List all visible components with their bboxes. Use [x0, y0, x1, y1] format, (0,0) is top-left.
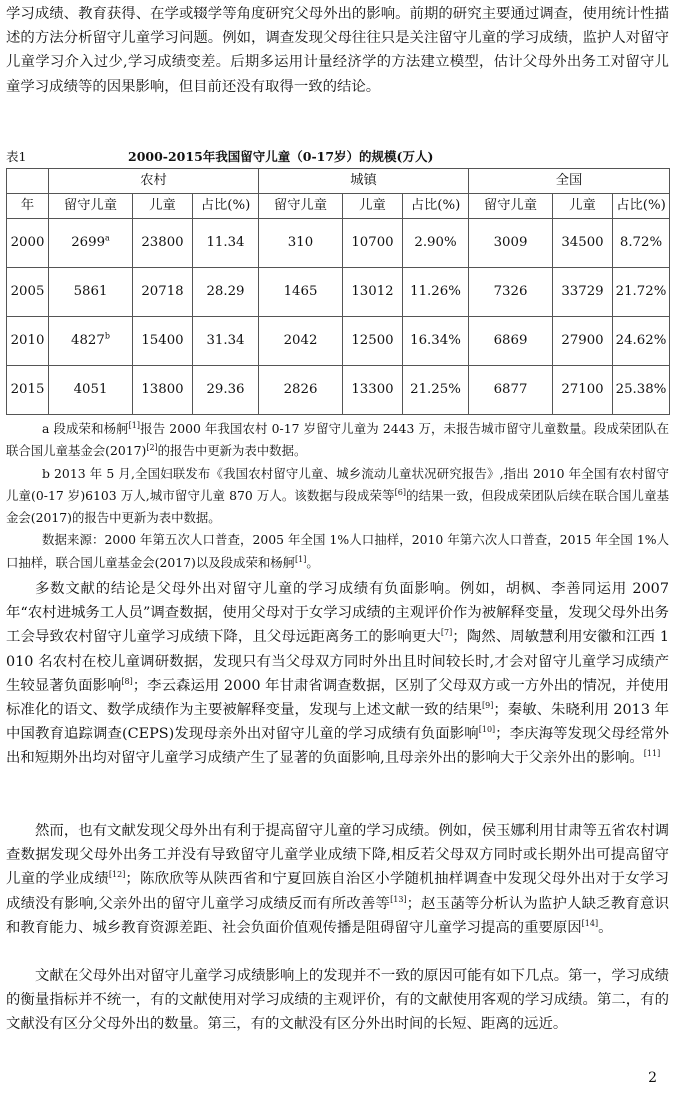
citation: [1]: [295, 554, 307, 564]
intro-text-2: 使用统计性描述的方法分析留守儿童学习问题。例如，调查发现父母往往只是关注留守儿童: [6, 6, 669, 47]
cell-value: 13800: [133, 366, 193, 415]
cell-value: 13012: [343, 268, 403, 317]
paragraph-text: ；李云森运用 2000 年甘肃省调查数据，区别了父母双方或一方外出的情况，并使用标准化的语文、数学成绩作为主要被解释变量，发现与上述文献一致的结果: [6, 677, 669, 719]
cell-value: 21.25%: [403, 366, 469, 415]
note-a: [6, 418, 669, 463]
cell-value: [49, 219, 133, 268]
cell-value: 34500: [553, 219, 613, 268]
col-national-left-behind: 留守儿童: [469, 194, 553, 219]
paragraph-positive-effects: [6, 819, 669, 940]
table-title: 2000-2015年我国留守儿童（0-17岁）的规模(万人): [128, 149, 434, 164]
intro-text-3: 的学习成绩，监护人对留守儿童学习介入过少,学习成绩变差。后期多运用计量经济学的方: [6, 30, 669, 71]
cell-value: 24.62%: [613, 317, 670, 366]
cell-value: 15400: [133, 317, 193, 366]
cell-value: 10700: [343, 219, 403, 268]
cell-year: 2015: [7, 366, 49, 415]
col-urban-share: 占比(%): [403, 194, 469, 219]
citation: [7]: [440, 628, 453, 638]
cell-value: 6877: [469, 366, 553, 415]
cell-value: 1465: [259, 268, 343, 317]
cell-value: [49, 317, 133, 366]
cell-value: 2.90%: [403, 219, 469, 268]
table-number: 表1: [6, 149, 27, 164]
table-row: [7, 219, 670, 268]
group-rural: 农村: [49, 169, 259, 194]
citation: [6]: [394, 487, 406, 497]
cell-value: 16.34%: [403, 317, 469, 366]
cell-value: 29.36: [193, 366, 259, 415]
paragraph-text: ；陶然、周敏慧利用安徽和江西 1010 名农村在校儿童调研数据，发现只有当父母双方同时外出且时间较长时,才会对留守儿童学习成绩产生较显著负面影响: [6, 629, 669, 694]
cell-year: 2005: [7, 268, 49, 317]
paragraph-text: 。: [598, 919, 613, 936]
cell-value: 2042: [259, 317, 343, 366]
table-corner-cell: [7, 169, 49, 194]
table-group-header: [7, 169, 670, 194]
note-text: a 段成荣和杨舸: [42, 421, 129, 436]
intro-paragraph: [6, 2, 669, 99]
group-urban: 城镇: [259, 169, 469, 194]
note-text: 的报告中更新为表中数据。: [157, 443, 307, 459]
cell-value: 3009: [469, 219, 553, 268]
cell-value: 13300: [343, 366, 403, 415]
paragraph-text: 然而，也有文献发现父母外出有利于提高留守儿童的学习成绩。例如，侯玉娜利用甘肃等五省农村调查数据发现父母外出务工并没有导致留守儿童学业成绩下降,相反若父母双方同时或长期外出可提高留守儿童的学业成绩: [6, 823, 669, 888]
citation: [14]: [581, 919, 599, 929]
cell-value: 6869: [469, 317, 553, 366]
cell-value: 2826: [259, 366, 343, 415]
cell-value: 11.34: [193, 219, 259, 268]
left-behind-children-table: [6, 168, 670, 415]
note-text: 。: [306, 554, 319, 570]
cell-value: 8.72%: [613, 219, 670, 268]
cell-value: 31.34: [193, 317, 259, 366]
table-notes: [6, 418, 669, 574]
data-source-note: [6, 529, 669, 574]
note-text: b 2013 年 5 月,全国妇联发布《我国农村留守儿童、城乡流动儿童状况研究报告》,指出 2010 年全国有农村留守儿童(0-17 岁)6103 万人,城市留守儿童 870 万人。该数据与段成荣等: [6, 465, 669, 503]
col-national-share: 占比(%): [613, 194, 670, 219]
citation: [1]: [128, 420, 141, 430]
cell-value: 25.38%: [613, 366, 670, 415]
cell-value: 28.29: [193, 268, 259, 317]
paragraph-text: ；秦敏、朱晓利用 2013 年中国教育追踪调查(CEPS)发现母亲外出对留守儿童的学习成绩有负面影响: [6, 702, 669, 743]
col-national-children: 儿童: [553, 194, 613, 219]
cell-value: 20718: [133, 268, 193, 317]
col-rural-children: 儿童: [133, 194, 193, 219]
table-row: [7, 317, 670, 366]
citation: [11]: [643, 749, 661, 759]
intro-text-4: 法建立模型，估计父母外出务工对留守儿童学习成绩等的因果影响，但目前还没有取得一致: [6, 54, 669, 95]
cell-value: 23800: [133, 219, 193, 268]
col-rural-share: 占比(%): [193, 194, 259, 219]
cell-value: 27100: [553, 366, 613, 415]
paragraph-text: ；赵玉菡等分析认为监护人缺乏教育意识和教育能力、城乡教育资源差距、社会负面价值观传播是阻碍留守儿童学习提高的重要原因: [6, 895, 669, 936]
paragraph-text: ；李庆海等发现父母经常外出和短期外出均对留守儿童学习成绩产生了显著的负面影响,且母亲外出的影响大于父亲外出的影响。: [6, 726, 669, 767]
note-text: 数据来源：2000 年第五次人口普查，2005 年全国 1%人口抽样，2010 年第六次人口普查，2015 年全国 1%人口抽样，联合国儿童基金会(2017)以及段成荣和杨舸: [6, 532, 669, 570]
citation: [2]: [146, 443, 158, 453]
cell-text: 2699: [71, 235, 106, 250]
table-caption: [6, 148, 669, 166]
table-row: [7, 366, 670, 415]
cell-value: 12500: [343, 317, 403, 366]
intro-text-1: 学习成绩、教育获得、在学或辍学等角度研究父母外出的影响。前期的研究主要通过调查，: [6, 6, 583, 22]
note-mark-a: a: [105, 233, 110, 243]
note-text: 的结果一致，但段成荣团队后续在联合国儿童基金会(2017)的报告中更新为表中数据。: [6, 487, 670, 526]
cell-value: 7326: [469, 268, 553, 317]
cell-value: 310: [259, 219, 343, 268]
citation: [10]: [478, 725, 496, 735]
cell-value: 11.26%: [403, 268, 469, 317]
note-text: 报告 2000 年我国农村 0-17 岁留守儿童为 2443 万，未报告城市留守儿童数量。段成荣团队在联合国儿童基金会(2017): [6, 421, 669, 459]
col-year: 年: [7, 194, 49, 219]
cell-value: 21.72%: [613, 268, 670, 317]
paragraph-text: ；陈欣欣等从陕西省和宁夏回族自治区小学随机抽样调查中发现父母外出对于女学习成绩没有影响,父亲外出的留守儿童学习成绩反而有所改善等: [6, 871, 669, 912]
intro-text-5: 的结论。: [322, 78, 381, 95]
cell-year: 2000: [7, 219, 49, 268]
note-b: [6, 463, 669, 530]
table-column-header: [7, 194, 670, 219]
note-mark-b: b: [104, 331, 110, 341]
citation: [8]: [121, 677, 133, 687]
cell-value: 5861: [49, 268, 133, 317]
paragraph-negative-effects: [6, 577, 669, 771]
paragraph-reasons: [6, 964, 669, 1037]
cell-value: 4051: [49, 366, 133, 415]
table-row: [7, 268, 670, 317]
citation: [9]: [482, 701, 494, 711]
paragraph-text: 多数文献的结论是父母外出对留守儿童的学习成绩有负面影响。例如，胡枫、李善同运用 2007 年“农村进城务工人员”调查数据，使用父母对于女学习成绩的主观评价作为被解释变量，发现父母外出务工会导致农村留守儿童学习成绩下降，且父母远距离务工的影响更大: [6, 581, 669, 646]
cell-value: 27900: [553, 317, 613, 366]
paragraph-text: 文献在父母外出对留守儿童学习成绩影响上的发现并不一致的原因可能有如下几点。第一，学习成绩的衡量指标并不统一，有的文献使用对学习成绩的主观评价，有的文献使用客观的学习成绩。第二，有的文献没有区分父母外出的数量。第三，有的文献没有区分外出时间的长短、距离的远近。: [6, 968, 669, 1033]
cell-text: 4827: [71, 333, 105, 348]
col-urban-children: 儿童: [343, 194, 403, 219]
page-number: 2: [648, 1070, 657, 1086]
col-rural-left-behind: 留守儿童: [49, 194, 133, 219]
group-national: 全国: [469, 169, 670, 194]
citation: [13]: [390, 894, 407, 904]
citation: [12]: [108, 870, 126, 880]
cell-year: 2010: [7, 317, 49, 366]
cell-value: 33729: [553, 268, 613, 317]
col-urban-left-behind: 留守儿童: [259, 194, 343, 219]
